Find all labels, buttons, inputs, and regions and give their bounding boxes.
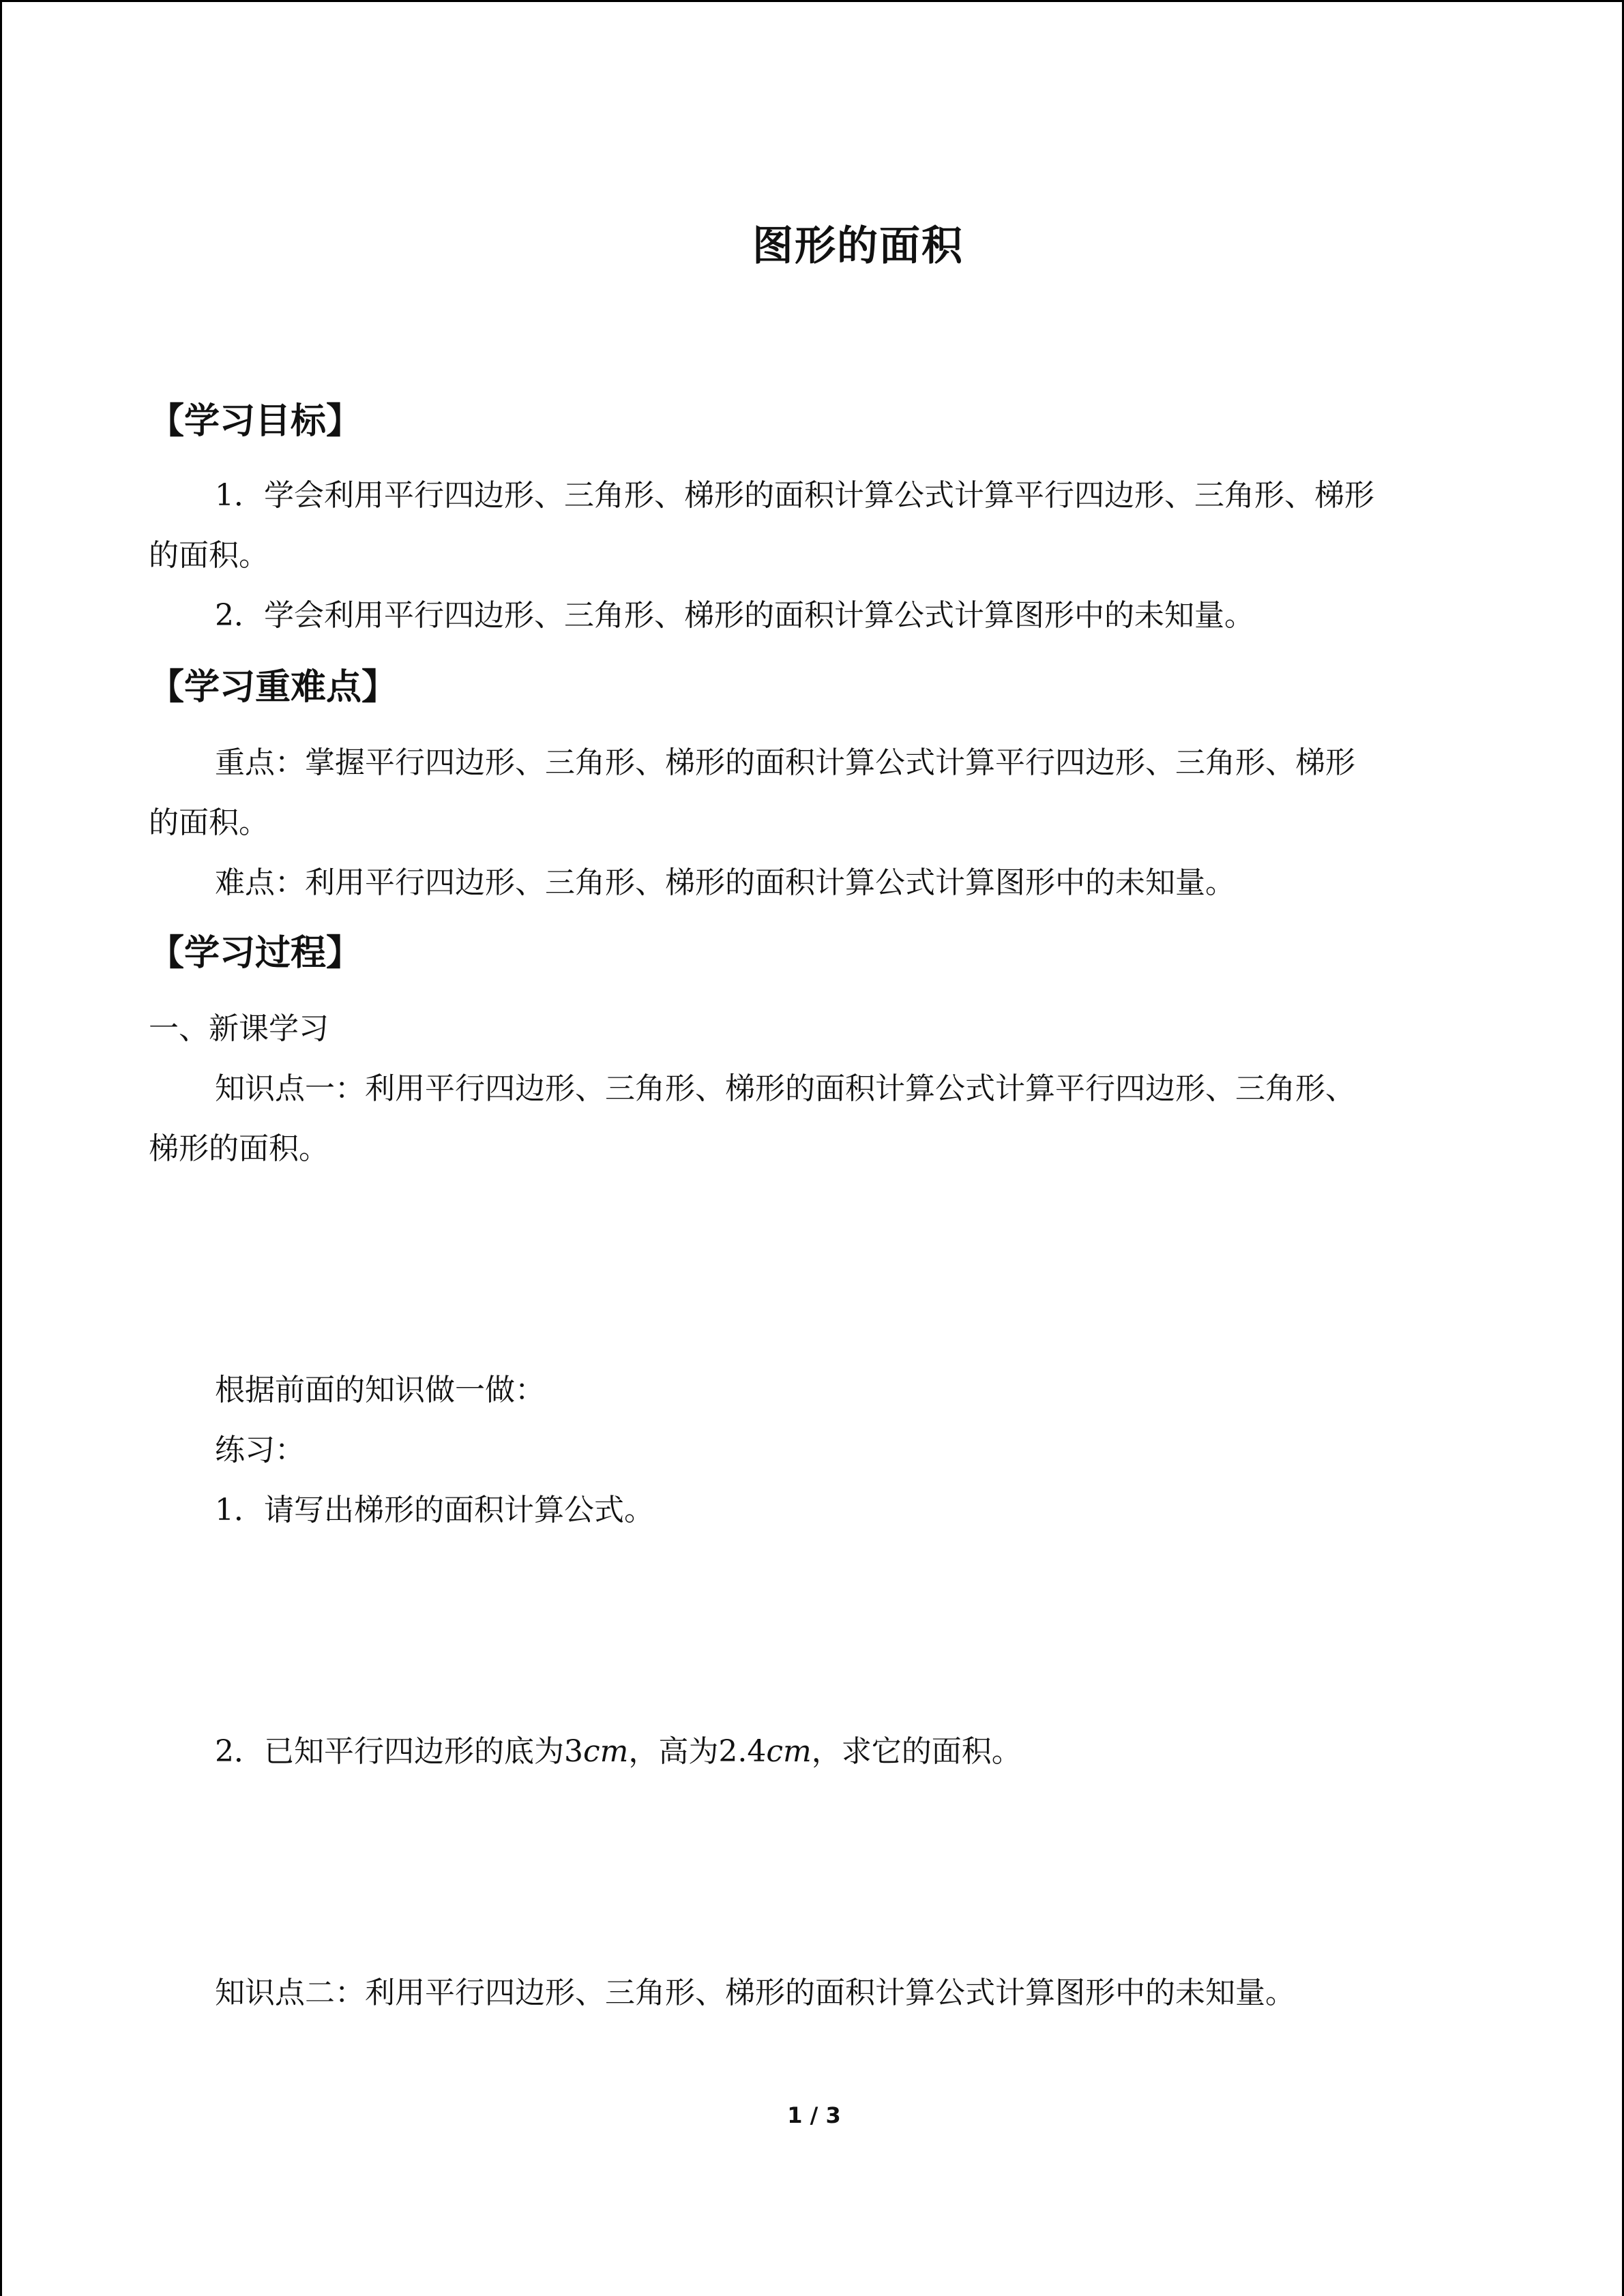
- key-point-line-1: 重点：掌握平行四边形、三角形、梯形的面积计算公式计算平行四边形、三角形、梯形: [215, 745, 1355, 780]
- question-2-text-start: 2．已知平行四边形的底为3: [215, 1734, 583, 1769]
- question-2-text-end: ，求它的面积。: [811, 1734, 1022, 1769]
- process-heading: 【学习过程】: [149, 933, 362, 974]
- hard-point: 难点：利用平行四边形、三角形、梯形的面积计算公式计算图形中的未知量。: [215, 865, 1235, 900]
- page-title: 图形的面积: [752, 222, 964, 270]
- question-2-text-middle: ，高为2.4: [628, 1734, 767, 1769]
- goals-heading: 【学习目标】: [149, 401, 362, 442]
- practice-label: 练习：: [215, 1433, 305, 1467]
- knowledge-point-1-line-2: 梯形的面积。: [149, 1131, 329, 1166]
- question-2-unit-base: cm: [583, 1734, 629, 1769]
- difficulty-heading: 【学习重难点】: [149, 667, 398, 708]
- question-2: [215, 1722, 1022, 1782]
- knowledge-point-1-line-1: 知识点一：利用平行四边形、三角形、梯形的面积计算公式计算平行四边形、三角形、: [215, 1071, 1355, 1106]
- goal-item-1-line-1: 1．学会利用平行四边形、三角形、梯形的面积计算公式计算平行四边形、三角形、梯形: [215, 478, 1374, 513]
- key-point-line-2: 的面积。: [149, 805, 269, 840]
- practice-prompt: 根据前面的知识做一做：: [215, 1373, 545, 1407]
- question-2-unit-height: cm: [766, 1734, 812, 1769]
- page-number: 1 / 3: [787, 2102, 841, 2128]
- part-1-label: 一、新课学习: [149, 1011, 329, 1046]
- question-1: 1．请写出梯形的面积计算公式。: [215, 1493, 654, 1527]
- goal-item-2: 2．学会利用平行四边形、三角形、梯形的面积计算公式计算图形中的未知量。: [215, 598, 1254, 633]
- goal-item-1-line-2: 的面积。: [149, 538, 269, 573]
- knowledge-point-2: 知识点二：利用平行四边形、三角形、梯形的面积计算公式计算图形中的未知量。: [215, 1976, 1295, 2010]
